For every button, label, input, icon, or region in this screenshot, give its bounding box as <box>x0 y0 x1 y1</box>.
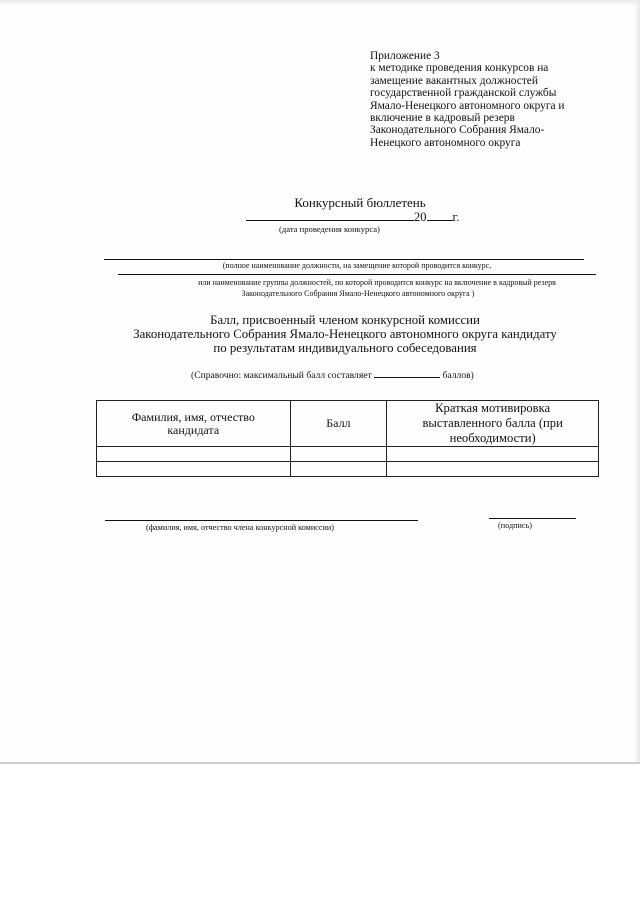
date-caption: (дата проведения конкурса) <box>279 224 380 234</box>
year-suffix: г. <box>452 210 460 224</box>
name-signature-line <box>105 520 418 521</box>
reason-cell[interactable] <box>387 462 599 477</box>
appendix-line: государственной гражданской службы <box>370 87 557 100</box>
position-caption-2: или наименование группы должностей, по которой проводится конкурс на включение в кадровый резерв <box>198 278 556 287</box>
table-row <box>97 462 599 477</box>
date-line <box>246 210 459 225</box>
signature-caption: (подпись) <box>498 521 532 530</box>
heading-line: Законодательного Собрания Ямало-Ненецкого автономного округа кандидату <box>133 327 557 341</box>
reference-prefix: (Справочно: максимальный балл составляет <box>191 370 372 381</box>
appendix-line: к методике проведения конкурсов на <box>370 62 549 75</box>
candidate-cell[interactable] <box>97 447 291 462</box>
appendix-line: Законодательного Собрания Ямало- <box>370 124 545 137</box>
year-prefix: 20 <box>414 210 427 224</box>
appendix-line: включение в кадровый резерв <box>370 112 515 125</box>
max-score-blank <box>374 369 440 378</box>
appendix-line: Ненецкого автономного округа <box>370 136 521 149</box>
heading-block <box>95 313 595 355</box>
date-blank <box>246 210 414 221</box>
position-caption-1: (полное наименование должности, на замещение которой проводится конкурс, <box>222 261 492 270</box>
ballot-title: Конкурсный бюллетень <box>294 195 426 210</box>
appendix-block <box>370 50 565 149</box>
column-header-reason: Краткая мотивировка выставленного балла (при необходимости) <box>387 401 599 447</box>
year-blank <box>427 210 453 221</box>
candidate-cell[interactable] <box>97 462 291 477</box>
score-cell[interactable] <box>290 462 387 477</box>
position-rule-1 <box>104 259 584 260</box>
table-header-row <box>97 401 599 447</box>
position-caption-3: Законодательного Собрания Ямало-Ненецкого автономного округа ) <box>241 289 475 298</box>
name-signature-caption: (фамилия, имя, отчество члена конкурсной комиссии) <box>146 523 335 532</box>
heading-line: по результатам индивидуального собеседования <box>213 341 477 355</box>
scan-edge-shadow <box>0 0 640 5</box>
table-row <box>97 447 599 462</box>
reason-cell[interactable] <box>387 447 599 462</box>
heading-line: Балл, присвоенный членом конкурсной комиссии <box>210 313 480 327</box>
score-cell[interactable] <box>290 447 387 462</box>
column-header-candidate: Фамилия, имя, отчество кандидата <box>97 401 291 447</box>
appendix-line: Приложение 3 <box>370 50 440 62</box>
position-rule-2 <box>118 274 596 275</box>
reference-suffix: баллов) <box>442 370 474 381</box>
appendix-line: Ямало-Ненецкого автономного округа и <box>370 99 565 112</box>
appendix-line: замещение вакантных должностей <box>370 74 538 87</box>
max-score-reference <box>191 369 474 381</box>
column-header-score: Балл <box>290 401 387 447</box>
score-table <box>96 400 599 477</box>
signature-line <box>489 518 576 519</box>
